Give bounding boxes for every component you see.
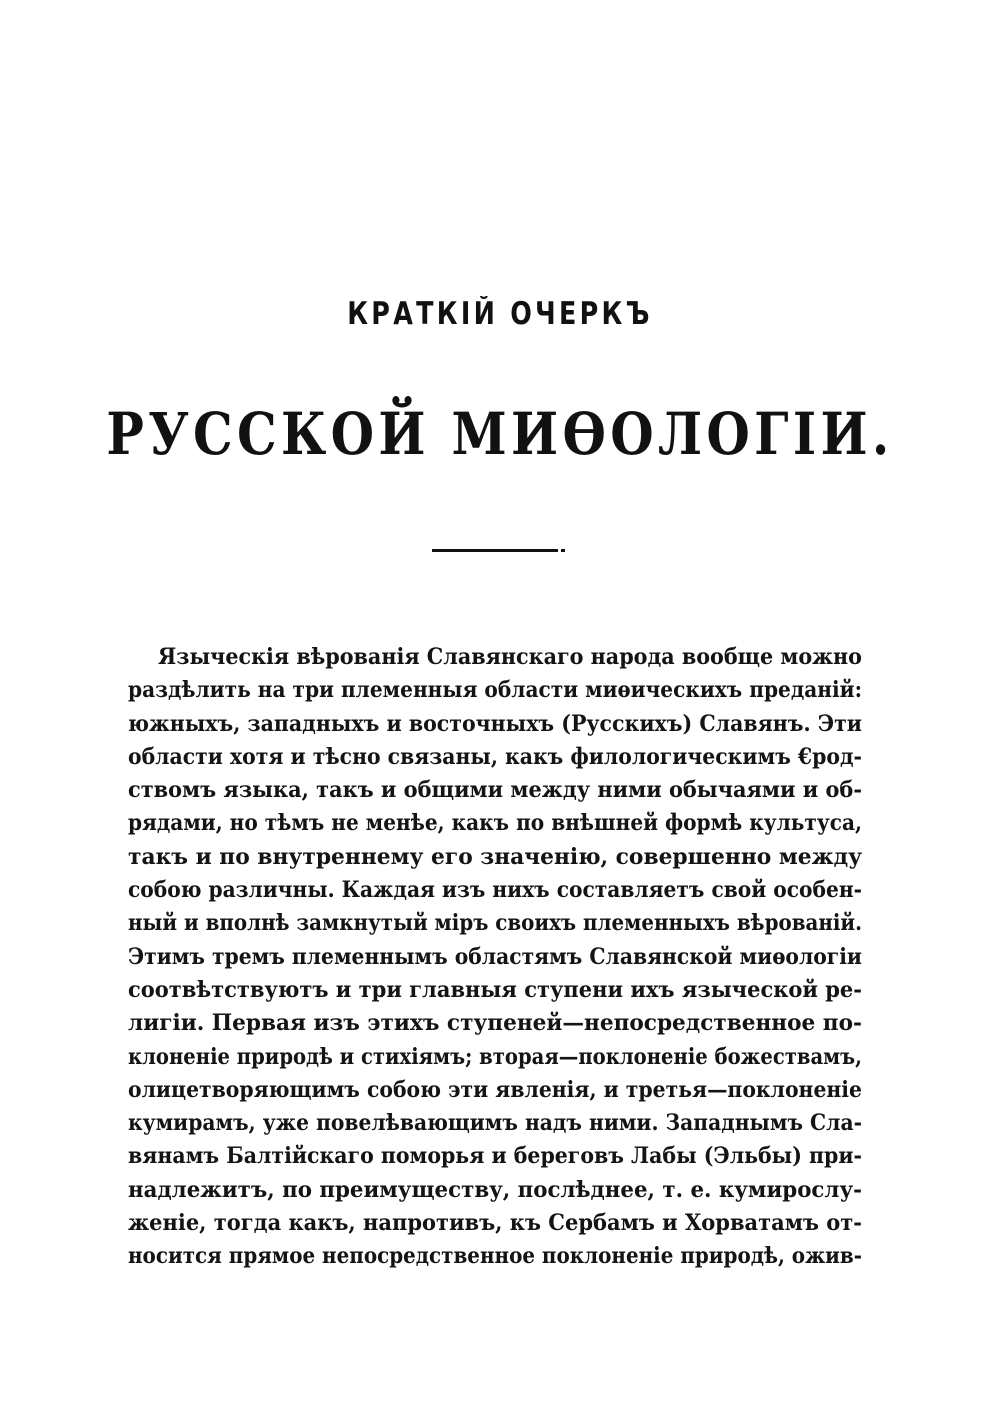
text-line: олицетворяющимъ собою эти явленія, и третья—поклоненіе: [128, 1076, 862, 1103]
text-line: рядами, но тѣмъ не менѣе, какъ по внѣшней формѣ культуса,: [128, 810, 862, 837]
text-line: надлежитъ, по преимуществу, послѣднее, т. е. кумирослу-: [128, 1176, 862, 1203]
text-line: клоненіе природѣ и стихіямъ; вторая—поклоненіе божествамъ,: [128, 1043, 862, 1070]
text-line: носится прямое непосредственное поклоненіе природѣ, ожив-: [128, 1243, 862, 1270]
text-line: Этимъ тремъ племеннымъ областямъ Славянской миѳологіи: [128, 943, 862, 970]
text-line: ный и вполнѣ замкнутый міръ своихъ племенныхъ вѣрованій.: [128, 910, 862, 937]
text-line: собою различны. Каждая изъ нихъ составляетъ свой особен-: [128, 877, 862, 904]
text-line: области хотя и тѣсно связаны, какъ филологическимъ €род-: [128, 743, 862, 770]
text-line: ствомъ языка, такъ и общими между ними обычаями и об-: [128, 777, 862, 804]
section-divider-dot: [561, 549, 565, 552]
chapter-subtitle: КРАТКІЙ ОЧЕРКЪ: [347, 296, 653, 332]
text-line: раздѣлить на три племенныя области миѳическихъ преданій:: [128, 677, 863, 704]
text-line: вянамъ Балтійскаго поморья и береговъ Лабы (Эльбы) при-: [128, 1143, 862, 1170]
text-line: женіе, тогда какъ, напротивъ, къ Сербамъ и Хорватамъ от-: [128, 1210, 862, 1237]
text-line: лигіи. Первая изъ этихъ ступеней—непосредственное по-: [128, 1010, 862, 1037]
section-divider: [432, 549, 558, 552]
text-line: южныхъ, западныхъ и восточныхъ (Русскихъ) Славянъ. Эти: [128, 710, 863, 737]
body-text: [128, 641, 862, 1274]
text-line: такъ и по внутреннему его значенію, совершенно между: [128, 843, 863, 870]
text-line: соотвѣтствуютъ и три главныя ступени ихъ языческой ре-: [128, 976, 862, 1003]
chapter-title: РУССКОЙ МИѲОЛОГІИ.: [106, 400, 894, 468]
text-line: Языческія вѣрованія Славянскаго народа вообще можно: [158, 644, 862, 670]
text-line: кумирамъ, уже повелѣвающимъ надъ ними. Западнымъ Сла-: [128, 1110, 862, 1137]
